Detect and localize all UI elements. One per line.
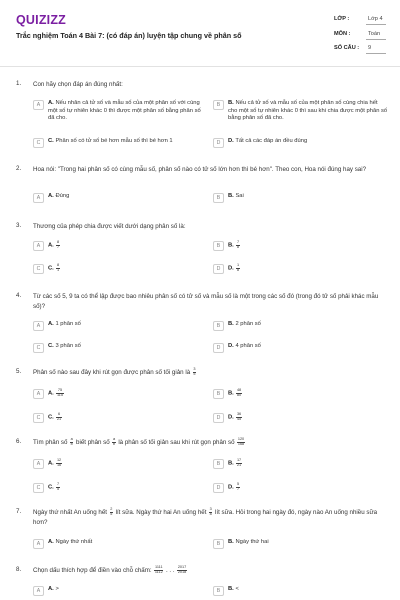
option-text: Nếu nhân cả tử số và mẫu số của một phân số với cùng một số tự nhiên khác 0 thì được một phân số bằng phân số đã cho. <box>48 100 201 121</box>
worksheet-title: Trắc nghiệm Toán 4 Bài 7: (có đáp án) luyện tập chung về phân số <box>16 31 242 40</box>
option-key: B. <box>228 193 234 199</box>
option-letter: B <box>213 241 224 251</box>
option-text: Phân số có tử số bé hơn mẫu số thì bé hơn 1 <box>55 138 173 144</box>
option-letter: A <box>33 193 44 203</box>
option-key: A. <box>48 390 54 397</box>
option-letter: A <box>33 241 44 251</box>
fraction: $\frac{48}{80}$ <box>236 388 242 397</box>
option-text: Tất cả các đáp án đều đúng <box>235 138 308 144</box>
question-text: Thương của phép chia được viết dưới dạng phân số là: <box>33 223 186 230</box>
option-key: C. <box>48 138 54 144</box>
question-number: 4. <box>16 292 22 299</box>
option-letter: A <box>33 586 44 596</box>
meta-subject-label: MÔN : <box>334 31 351 37</box>
option-key: D. <box>228 138 234 144</box>
option-key: B. <box>228 390 234 397</box>
option-letter: B <box>213 389 224 399</box>
option-key: D. <box>228 343 234 349</box>
option-key: D. <box>228 414 234 421</box>
option-key: B. <box>228 100 234 106</box>
fraction: $\frac{a}{b}$ <box>70 437 73 446</box>
question-number: 5. <box>16 368 22 375</box>
fraction: $\frac{1111}{1112}$ <box>154 565 163 574</box>
meta-count-label: SỐ CÂU : <box>334 45 360 51</box>
fraction: $\frac{3}{8}$ <box>209 507 212 516</box>
option-letter: D <box>213 138 224 148</box>
option-letter: D <box>213 413 224 423</box>
option-key: A. <box>48 460 54 467</box>
worksheet-header <box>0 0 400 66</box>
option-letter: B <box>213 459 224 469</box>
option-text: 4 phân số <box>235 343 261 349</box>
option-text: Ngày thứ hai <box>235 539 269 545</box>
option-key: A. <box>48 539 54 545</box>
meta-subject-value: Toán <box>368 31 381 37</box>
question-number: 1. <box>16 80 22 87</box>
option-letter: D <box>213 483 224 493</box>
option-text: > <box>55 586 59 592</box>
question-number: 3. <box>16 222 22 229</box>
option-key: B. <box>228 586 234 592</box>
meta-grade <box>334 16 386 24</box>
question-text: Chọn dấu thích hợp để điền vào chỗ chấm: $\frac{1111}{1112}$ . . . $\frac{2017}{2018}$ <box>33 565 187 574</box>
meta-underline <box>366 53 386 54</box>
option-key: C. <box>48 343 54 349</box>
option-key: B. <box>228 242 234 249</box>
fraction: $\frac{2}{5}$ <box>110 507 113 516</box>
option-key: B. <box>228 321 234 327</box>
fraction: $\frac{7}{8}$ <box>236 240 240 249</box>
meta-grade-label: LỚP : <box>334 16 350 22</box>
question-text: Hoa nói: "Trong hai phân số có cùng mẫu số, phân số nào có tử số lớn hơn thì bé hơn". Theo con, Hoa nói đúng hay sai? <box>33 166 367 173</box>
fraction: $\frac{8}{1}$ <box>56 263 60 272</box>
option-letter: A <box>33 539 44 549</box>
option-key: C. <box>48 484 54 491</box>
fraction: $\frac{36}{45}$ <box>236 412 242 421</box>
option-key: A. <box>48 321 54 327</box>
meta-count <box>334 45 386 53</box>
option-letter: B <box>213 321 224 331</box>
question-number: 2. <box>16 165 22 172</box>
option-key: B. <box>228 460 234 467</box>
option-letter: B <box>213 586 224 596</box>
option-text: < <box>235 586 239 592</box>
option-text: 3 phân số <box>55 343 81 349</box>
header-divider <box>0 66 400 67</box>
fraction: $\frac{a}{b}$ <box>112 437 116 446</box>
question-number: 8. <box>16 566 22 573</box>
option-key: D. <box>228 265 234 272</box>
fraction: $\frac{2017}{2018}$ <box>177 565 187 574</box>
question-text: Từ các số 5, 9 ta có thể lập được bao nhiêu phân số có tử số và mẫu số là một trong các số đó (trong đó tử số phải khác mẫu số)? <box>33 293 379 310</box>
option-letter: D <box>213 264 224 274</box>
question-text: Tìm phân số $\frac{a}{b}$ biết phân số $\frac{a}{b}$ là phân số tối giản sau khi rút gọn phân số $\frac{120}{168}$ <box>33 437 245 446</box>
option-key: B. <box>228 539 234 545</box>
quizizz-logo: QUIZIZZ <box>16 13 67 27</box>
fraction: $\frac{17}{21}$ <box>236 458 242 467</box>
question-text: Phân số nào sau đây khi rút gọn được phân số tối giản là $\frac{3}{5}$ <box>33 367 196 376</box>
option-letter: B <box>213 100 224 110</box>
option-letter: A <box>33 100 44 110</box>
option-letter: B <box>213 193 224 203</box>
option-letter: C <box>33 413 44 423</box>
fraction: $\frac{3}{5}$ <box>193 367 196 376</box>
meta-subject <box>334 31 386 39</box>
fraction: $\frac{75}{115}$ <box>56 388 63 397</box>
question-text: Con hãy chọn đáp án đúng nhất: <box>33 81 123 88</box>
fraction: $\frac{120}{168}$ <box>237 437 245 446</box>
option-text: 2 phân số <box>235 321 261 327</box>
option-letter: C <box>33 138 44 148</box>
meta-underline <box>366 39 386 40</box>
option-text: Sai <box>235 193 244 199</box>
option-letter: B <box>213 539 224 549</box>
option-letter: A <box>33 389 44 399</box>
option-key: A. <box>48 193 54 199</box>
option-text: 1 phân số <box>55 321 81 327</box>
question-number: 6. <box>16 438 22 445</box>
option-key: A. <box>48 586 54 592</box>
meta-underline <box>366 24 386 25</box>
option-key: C. <box>48 265 54 272</box>
option-key: A. <box>48 242 54 249</box>
option-text: Ngày thứ nhất <box>55 539 93 545</box>
fraction: $\frac{12}{16}$ <box>56 458 62 467</box>
option-letter: C <box>33 343 44 353</box>
option-text: Đúng <box>55 193 70 199</box>
option-key: A. <box>48 100 54 106</box>
fraction: $\frac{6}{21}$ <box>56 412 62 421</box>
option-key: C. <box>48 414 54 421</box>
option-letter: C <box>33 264 44 274</box>
option-letter: C <box>33 483 44 493</box>
meta-grade-value: Lớp 4 <box>368 16 383 22</box>
option-letter: A <box>33 459 44 469</box>
option-text: Nếu cả tử số và mẫu số của một phân số cùng chia hết cho một số tự nhiên khác 0 thì sau khi chia được một phân số bằng phân số đã cho. <box>228 100 388 121</box>
fraction: $\frac{7}{5}$ <box>56 482 60 491</box>
question-number: 7. <box>16 508 22 515</box>
fraction: $\frac{8}{7}$ <box>56 240 60 249</box>
fraction: $\frac{1}{8}$ <box>236 263 240 272</box>
question-text: Ngày thứ nhất An uống hết $\frac{2}{5}$ lít sữa. Ngày thứ hai An uống hết $\frac{3}{8}$ lít sữa. Hỏi trong hai ngày đó, ngày nào An uống nhiều sữa hơn? <box>33 507 378 526</box>
fraction: $\frac{5}{7}$ <box>236 482 240 491</box>
option-letter: D <box>213 343 224 353</box>
option-letter: A <box>33 321 44 331</box>
meta-count-value: 9 <box>368 45 372 51</box>
option-key: D. <box>228 484 234 491</box>
